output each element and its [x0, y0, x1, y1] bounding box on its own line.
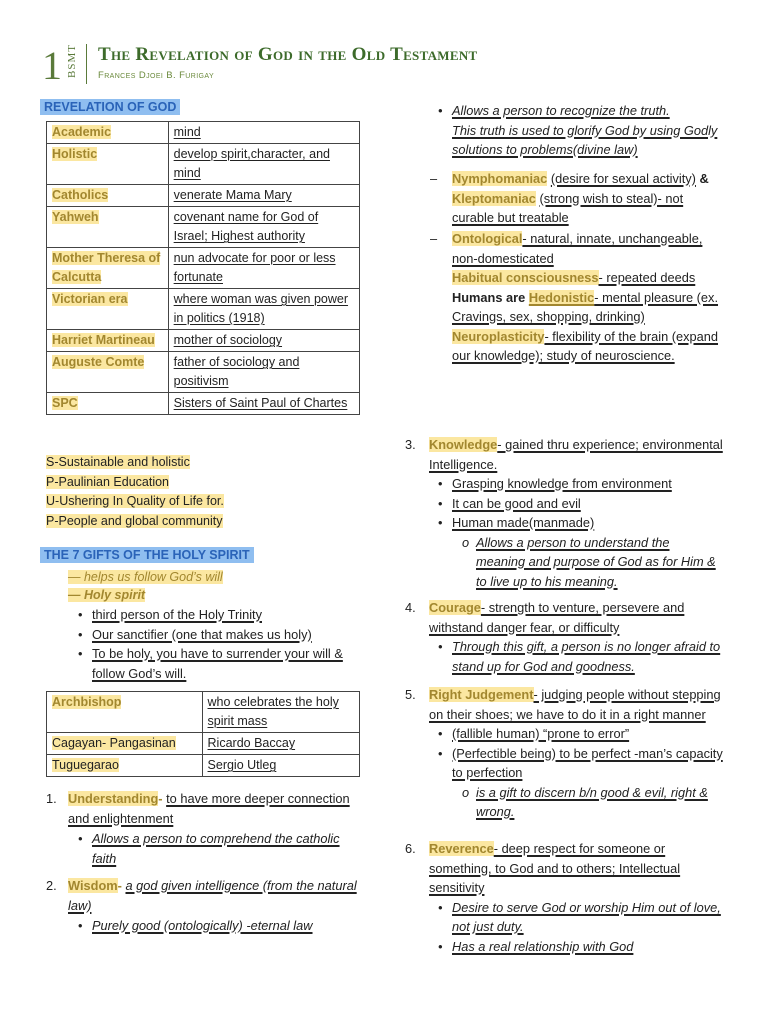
table-value-cell: mind: [168, 122, 359, 144]
table-value-cell: develop spirit,character, and mind: [168, 144, 359, 185]
table-row: [47, 692, 360, 733]
table-key-cell: Yahweh: [47, 207, 169, 248]
holy-spirit-subtitle: — Holy spirit: [68, 588, 146, 602]
table-key-cell: Academic: [47, 122, 169, 144]
list-item: • Human made(manmade): [438, 515, 595, 530]
table-key-cell: Harriet Martineau: [47, 330, 169, 352]
page-title: The Revelation of God in the Old Testament: [98, 44, 478, 65]
list-item: • It can be good and evil: [438, 495, 581, 511]
list-item: • Has a real relationship with God: [438, 938, 634, 954]
gift-wisdom: 2. Wisdom- a god given intelligence (from the natural law) • Purely good (ontologically) -eternal law: [68, 876, 358, 936]
table-key-cell: Catholics: [47, 185, 169, 207]
list-item: • (fallible human) “prone to error”: [438, 726, 630, 741]
holy-spirit-bullets: [78, 605, 357, 683]
table-key-cell: Mother Theresa of Calcutta: [47, 248, 169, 289]
spuc-item: S-Sustainable and holistic: [46, 455, 190, 469]
table-value-cell: where woman was given power in politics (1918): [168, 289, 359, 330]
term: Wisdom: [68, 878, 118, 893]
table-row: [47, 289, 360, 330]
list-item: • (Perfectible being) to be perfect -man’s capacity to perfection: [438, 745, 723, 780]
table-key-cell: Victorian era: [47, 289, 169, 330]
revelation-table: [46, 121, 360, 415]
table-value-cell: venerate Mama Mary: [168, 185, 359, 207]
table-row: [47, 755, 360, 777]
table-row: [47, 733, 360, 755]
table-value-cell: covenant name for God of Israel; Highest authority: [168, 207, 359, 248]
gift-reverence: 6. Reverence- deep respect for someone or something, to God and to others; Intellectual sensitivity • Desire to serve God or worship Him out of love, not just duty. • Has a real relationship with God: [429, 839, 725, 956]
table-row: [47, 207, 360, 248]
list-item: • third person of the Holy Trinity: [78, 607, 262, 622]
gifts-subtitle: — helps us follow God’s will: [68, 570, 223, 584]
table-key-cell: Holistic: [47, 144, 169, 185]
table-key-cell: Archbishop: [47, 692, 203, 733]
table-row: [47, 352, 360, 393]
term: Understanding: [68, 791, 159, 806]
table-value-cell: who celebrates the holy spirit mass: [202, 692, 359, 733]
table-value-cell: father of sociology and positivism: [168, 352, 359, 393]
list-item: • Purely good (ontologically) -eternal law: [78, 918, 313, 933]
table-value-cell: mother of sociology: [168, 330, 359, 352]
spuc-item: U-Ushering In Quality of Life for.: [46, 494, 224, 508]
table-row: [47, 330, 360, 352]
list-item: • Grasping knowledge from environment: [438, 476, 672, 491]
ontological-block: – Ontological- natural, innate, unchangeable, non-domesticated Habitual consciousness- repeated deeds Humans are Hedonistic- mental pleasure (ex. Cravings, sex, shopping, drinking) Neuroplasticity- flexibility of the brain (expand our knowledge); study of neuroscience.: [430, 231, 719, 363]
table-row: [47, 122, 360, 144]
table-row: [47, 185, 360, 207]
gift-knowledge: 3. Knowledge- gained thru experience; environmental Intelligence. • Grasping knowledge from environment • It can be good and evil • Human made(manmade) o Allows a person to understand the meaning and purpose of God as for Him & to live up to his meaning.: [429, 435, 729, 591]
gifts-heading: THE 7 GIFTS OF THE HOLY SPIRIT: [40, 548, 254, 562]
header-divider: [86, 44, 87, 84]
table-key-cell: SPC: [47, 393, 169, 415]
list-item: • Our sanctifier (one that makes us holy): [78, 626, 312, 642]
spuc-list: [46, 453, 224, 531]
page-number: 1: [42, 43, 62, 88]
table-row: [47, 393, 360, 415]
table-row: [47, 144, 360, 185]
course-tag: BSMT: [66, 44, 78, 78]
table-key-cell: Cagayan- Pangasinan: [47, 733, 203, 755]
truth-bullet: • Allows a person to recognize the truth. This truth is used to glorify God by using Godly solutions to problems(divine law): [438, 103, 718, 157]
table-key-cell: Auguste Comte: [47, 352, 169, 393]
table-value-cell: Sisters of Saint Paul of Chartes: [168, 393, 359, 415]
list-item: • Allows a person to comprehend the catholic faith: [78, 831, 340, 866]
list-item: o Allows a person to understand the meaning and purpose of God as for Him & to live up to his meaning.: [462, 534, 716, 589]
table-value-cell: Ricardo Baccay: [202, 733, 359, 755]
table-key-cell: Tuguegarao: [47, 755, 203, 777]
gift-courage: 4. Courage- strength to venture, persevere and withstand danger fear, or difficulty • Through this gift, a person is no longer afraid to stand up for God and goodness.: [429, 598, 725, 676]
revelation-heading: REVELATION OF GOD: [40, 100, 180, 114]
spuc-item: P-People and global community: [46, 513, 223, 528]
list-item: • Through this gift, a person is no longer afraid to stand up for God and goodness.: [438, 639, 721, 674]
nympho-klepto: – Nymphomaniac (desire for sexual activity) & Kleptomaniac (strong wish to steal)- not curable but treatable: [430, 171, 709, 225]
list-item: o is a gift to discern b/n good & evil, right & wrong.: [462, 784, 708, 819]
author-name: Frances Djoei B. Furigay: [98, 70, 215, 81]
list-item: • To be holy, you have to surrender your will & follow God’s will.: [78, 646, 343, 681]
gift-right-judgement: 5. Right Judgement- judging people without stepping on their shoes; we have to do it in a right manner • (fallible human) “prone to error” • (Perfectible being) to be perfect -man’s capacity to perfection o is a gift to discern b/n good & evil, right & wrong.: [429, 685, 725, 822]
table-row: [47, 248, 360, 289]
archbishop-table: [46, 691, 360, 777]
list-item: • Desire to serve God or worship Him out of love, not just duty.: [438, 899, 721, 934]
table-value-cell: nun advocate for poor or less fortunate: [168, 248, 359, 289]
spuc-item: P-Paulinian Education: [46, 474, 169, 489]
table-value-cell: Sergio Utleg: [202, 755, 359, 777]
gift-understanding: 1. Understanding- to have more deeper connection and enlightenment • Allows a person to comprehend the catholic faith: [68, 789, 358, 868]
